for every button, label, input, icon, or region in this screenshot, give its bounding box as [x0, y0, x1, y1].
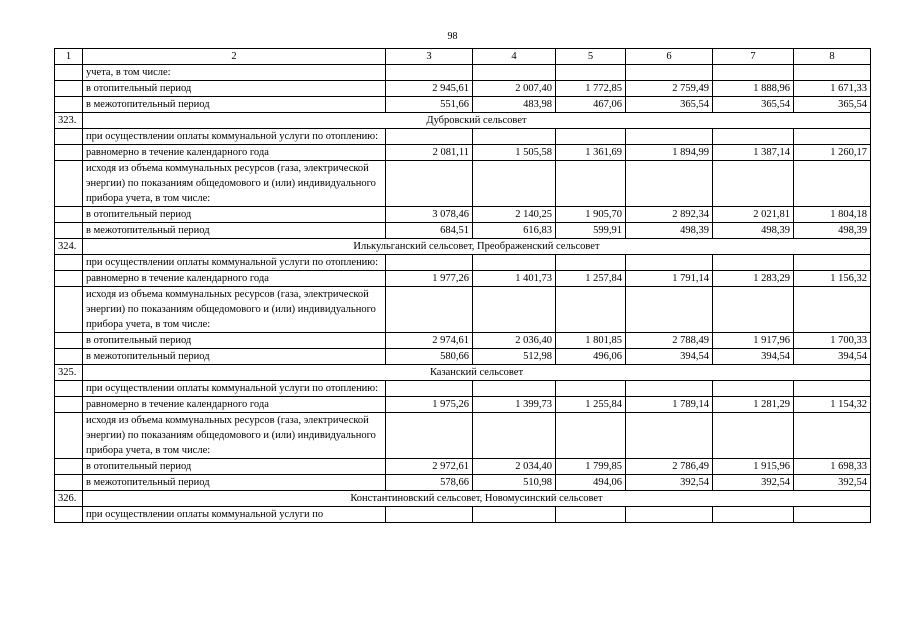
- header-cell: 7: [713, 49, 794, 65]
- value-cell: [556, 381, 626, 397]
- row-number-cell: [55, 97, 83, 113]
- value-cell: [626, 287, 713, 333]
- section-title: Константиновский сельсовет, Новомусинский сельсовет: [83, 491, 871, 507]
- value-cell: 498,39: [794, 223, 871, 239]
- section-title: Дубровский сельсовет: [83, 113, 871, 129]
- value-cell: 2 034,40: [473, 459, 556, 475]
- section-row: [55, 113, 871, 129]
- value-cell: 365,54: [626, 97, 713, 113]
- value-cell: 1 260,17: [794, 145, 871, 161]
- value-cell: 1 156,32: [794, 271, 871, 287]
- value-cell: 1 917,96: [713, 333, 794, 349]
- row-number-cell: [55, 397, 83, 413]
- value-cell: 496,06: [556, 349, 626, 365]
- row-number-cell: [55, 381, 83, 397]
- section-number: 326.: [55, 491, 83, 507]
- table-row: [55, 397, 871, 413]
- row-number-cell: [55, 207, 83, 223]
- value-cell: [473, 381, 556, 397]
- value-cell: [626, 255, 713, 271]
- table-row: [55, 65, 871, 81]
- value-cell: [626, 161, 713, 207]
- value-cell: [794, 65, 871, 81]
- value-cell: 365,54: [713, 97, 794, 113]
- value-cell: [473, 161, 556, 207]
- value-cell: 392,54: [626, 475, 713, 491]
- value-cell: 1 799,85: [556, 459, 626, 475]
- value-cell: [556, 65, 626, 81]
- value-cell: [794, 129, 871, 145]
- table-row: [55, 413, 871, 459]
- value-cell: [473, 413, 556, 459]
- row-number-cell: [55, 161, 83, 207]
- header-cell: 1: [55, 49, 83, 65]
- value-cell: 1 255,84: [556, 397, 626, 413]
- value-cell: 483,98: [473, 97, 556, 113]
- table-row: [55, 271, 871, 287]
- value-cell: 2 945,61: [386, 81, 473, 97]
- row-label: в отопительный период: [83, 333, 386, 349]
- value-cell: 467,06: [556, 97, 626, 113]
- row-number-cell: [55, 145, 83, 161]
- value-cell: 1 401,73: [473, 271, 556, 287]
- row-label: исходя из объема коммунальных ресурсов (газа, электрической энергии) по показаниям общедомового и (или) индивидуального прибора учета, в том числе:: [83, 287, 386, 333]
- value-cell: 1 894,99: [626, 145, 713, 161]
- value-cell: 2 786,49: [626, 459, 713, 475]
- table-row: [55, 129, 871, 145]
- table-row: [55, 475, 871, 491]
- row-number-cell: [55, 255, 83, 271]
- value-cell: 551,66: [386, 97, 473, 113]
- page-number: 98: [447, 31, 458, 42]
- row-number-cell: [55, 507, 83, 523]
- value-cell: 394,54: [713, 349, 794, 365]
- row-label: равномерно в течение календарного года: [83, 145, 386, 161]
- table-row: [55, 333, 871, 349]
- value-cell: 2 972,61: [386, 459, 473, 475]
- value-cell: [713, 413, 794, 459]
- value-cell: 578,66: [386, 475, 473, 491]
- value-cell: [473, 287, 556, 333]
- section-title: Илькульганский сельсовет, Преображенский сельсовет: [83, 239, 871, 255]
- value-cell: 394,54: [626, 349, 713, 365]
- row-label: исходя из объема коммунальных ресурсов (газа, электрической энергии) по показаниям общедомового и (или) индивидуального прибора учета, в том числе:: [83, 413, 386, 459]
- value-cell: [713, 65, 794, 81]
- row-label: в межотопительный период: [83, 475, 386, 491]
- table-row: [55, 349, 871, 365]
- row-label: в межотопительный период: [83, 349, 386, 365]
- value-cell: 498,39: [713, 223, 794, 239]
- table-row: [55, 207, 871, 223]
- value-cell: [556, 413, 626, 459]
- value-cell: [556, 507, 626, 523]
- value-cell: [794, 381, 871, 397]
- header-row: [55, 49, 871, 65]
- section-number: 324.: [55, 239, 83, 255]
- value-cell: 1 700,33: [794, 333, 871, 349]
- value-cell: 365,54: [794, 97, 871, 113]
- header-cell: 4: [473, 49, 556, 65]
- value-cell: 1 399,73: [473, 397, 556, 413]
- value-cell: [473, 255, 556, 271]
- value-cell: [473, 507, 556, 523]
- value-cell: [626, 413, 713, 459]
- value-cell: 392,54: [713, 475, 794, 491]
- row-number-cell: [55, 413, 83, 459]
- value-cell: [386, 161, 473, 207]
- table-row: [55, 287, 871, 333]
- row-number-cell: [55, 475, 83, 491]
- row-label: равномерно в течение календарного года: [83, 397, 386, 413]
- value-cell: [386, 507, 473, 523]
- value-cell: 1 801,85: [556, 333, 626, 349]
- value-cell: [386, 65, 473, 81]
- value-cell: [626, 507, 713, 523]
- section-row: [55, 491, 871, 507]
- value-cell: 1 505,58: [473, 145, 556, 161]
- row-label: в отопительный период: [83, 207, 386, 223]
- section-title: Казанский сельсовет: [83, 365, 871, 381]
- row-number-cell: [55, 459, 83, 475]
- value-cell: 1 387,14: [713, 145, 794, 161]
- table-row: [55, 81, 871, 97]
- value-cell: 1 888,96: [713, 81, 794, 97]
- row-label: исходя из объема коммунальных ресурсов (газа, электрической энергии) по показаниям общедомового и (или) индивидуального прибора учета, в том числе:: [83, 161, 386, 207]
- row-label: в межотопительный период: [83, 97, 386, 113]
- header-cell: 6: [626, 49, 713, 65]
- row-label: при осуществлении оплаты коммунальной услуги по: [83, 507, 386, 523]
- table-row: [55, 161, 871, 207]
- value-cell: [794, 287, 871, 333]
- section-row: [55, 239, 871, 255]
- table-row: [55, 255, 871, 271]
- value-cell: 1 804,18: [794, 207, 871, 223]
- value-cell: 498,39: [626, 223, 713, 239]
- value-cell: [626, 381, 713, 397]
- row-label: учета, в том числе:: [83, 65, 386, 81]
- value-cell: 580,66: [386, 349, 473, 365]
- header-cell: 8: [794, 49, 871, 65]
- value-cell: 2 007,40: [473, 81, 556, 97]
- value-cell: 2 759,49: [626, 81, 713, 97]
- value-cell: [626, 65, 713, 81]
- row-label: в межотопительный период: [83, 223, 386, 239]
- value-cell: 1 283,29: [713, 271, 794, 287]
- value-cell: 1 257,84: [556, 271, 626, 287]
- value-cell: 2 036,40: [473, 333, 556, 349]
- value-cell: [556, 287, 626, 333]
- table-body: [55, 49, 871, 523]
- value-cell: 1 977,26: [386, 271, 473, 287]
- header-cell: 5: [556, 49, 626, 65]
- value-cell: 1 789,14: [626, 397, 713, 413]
- value-cell: [556, 255, 626, 271]
- value-cell: 394,54: [794, 349, 871, 365]
- value-cell: 2 021,81: [713, 207, 794, 223]
- value-cell: 2 140,25: [473, 207, 556, 223]
- row-label: в отопительный период: [83, 81, 386, 97]
- value-cell: [794, 255, 871, 271]
- section-number: 325.: [55, 365, 83, 381]
- row-label: при осуществлении оплаты коммунальной услуги по отоплению:: [83, 129, 386, 145]
- value-cell: [713, 381, 794, 397]
- value-cell: [556, 161, 626, 207]
- row-number-cell: [55, 349, 83, 365]
- value-cell: 510,98: [473, 475, 556, 491]
- row-number-cell: [55, 333, 83, 349]
- value-cell: [556, 129, 626, 145]
- row-number-cell: [55, 81, 83, 97]
- value-cell: [713, 255, 794, 271]
- header-cell: 2: [83, 49, 386, 65]
- row-label: при осуществлении оплаты коммунальной услуги по отоплению:: [83, 381, 386, 397]
- row-label: равномерно в течение календарного года: [83, 271, 386, 287]
- value-cell: [473, 65, 556, 81]
- value-cell: 1 772,85: [556, 81, 626, 97]
- row-number-cell: [55, 271, 83, 287]
- section-number: 323.: [55, 113, 83, 129]
- row-label: при осуществлении оплаты коммунальной услуги по отоплению:: [83, 255, 386, 271]
- table-row: [55, 97, 871, 113]
- value-cell: [386, 129, 473, 145]
- table-row: [55, 507, 871, 523]
- value-cell: 494,06: [556, 475, 626, 491]
- row-number-cell: [55, 287, 83, 333]
- table-row: [55, 459, 871, 475]
- value-cell: [794, 507, 871, 523]
- value-cell: [386, 381, 473, 397]
- value-cell: 2 974,61: [386, 333, 473, 349]
- value-cell: 1 698,33: [794, 459, 871, 475]
- value-cell: 1 281,29: [713, 397, 794, 413]
- value-cell: 1 915,96: [713, 459, 794, 475]
- value-cell: 2 788,49: [626, 333, 713, 349]
- value-cell: [794, 161, 871, 207]
- value-cell: [386, 287, 473, 333]
- value-cell: 599,91: [556, 223, 626, 239]
- table-row: [55, 145, 871, 161]
- value-cell: [713, 129, 794, 145]
- value-cell: 2 081,11: [386, 145, 473, 161]
- row-number-cell: [55, 129, 83, 145]
- value-cell: 684,51: [386, 223, 473, 239]
- section-row: [55, 365, 871, 381]
- value-cell: 1 154,32: [794, 397, 871, 413]
- value-cell: [473, 129, 556, 145]
- table-row: [55, 381, 871, 397]
- value-cell: 616,83: [473, 223, 556, 239]
- value-cell: [713, 161, 794, 207]
- value-cell: 3 078,46: [386, 207, 473, 223]
- value-cell: 392,54: [794, 475, 871, 491]
- row-number-cell: [55, 65, 83, 81]
- row-number-cell: [55, 223, 83, 239]
- value-cell: 1 905,70: [556, 207, 626, 223]
- value-cell: [713, 287, 794, 333]
- value-cell: 512,98: [473, 349, 556, 365]
- value-cell: 2 892,34: [626, 207, 713, 223]
- value-cell: [713, 507, 794, 523]
- row-label: в отопительный период: [83, 459, 386, 475]
- value-cell: [626, 129, 713, 145]
- value-cell: 1 361,69: [556, 145, 626, 161]
- value-cell: [386, 255, 473, 271]
- value-cell: 1 791,14: [626, 271, 713, 287]
- tariff-table: [54, 48, 871, 523]
- value-cell: 1 671,33: [794, 81, 871, 97]
- value-cell: [794, 413, 871, 459]
- value-cell: [386, 413, 473, 459]
- table-row: [55, 223, 871, 239]
- header-cell: 3: [386, 49, 473, 65]
- value-cell: 1 975,26: [386, 397, 473, 413]
